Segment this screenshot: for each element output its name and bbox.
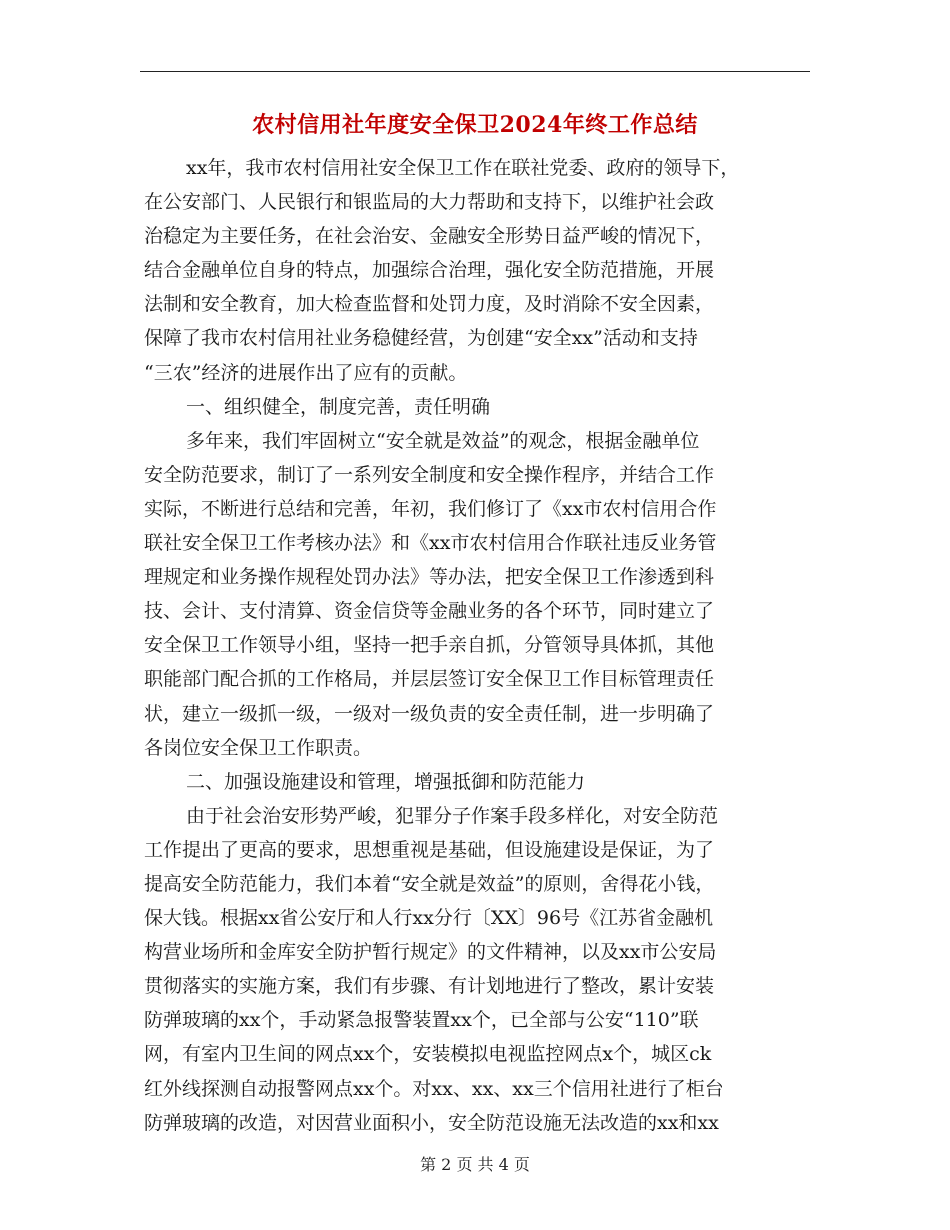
text-line: 红外线探测自动报警网点xx个。对xx、xx、xx三个信用社进行了柜台 <box>144 1077 724 1100</box>
text-line: 法制和安全教育，加大检查监督和处罚力度，及时消除不安全因素， <box>144 293 715 316</box>
text-line: 各岗位安全保卫工作职责。 <box>144 736 373 759</box>
text-line: “三农”经济的进展作出了应有的贡献。 <box>144 361 468 384</box>
text-line: 安全保卫工作领导小组，坚持一把手亲自抓，分管领导具体抓，其他 <box>144 634 715 657</box>
text-line: 安全防范要求，制订了一系列安全制度和安全操作程序，并结合工作 <box>144 463 715 486</box>
page-footer: 第 2 页 共 4 页 <box>420 1155 530 1174</box>
text-line: 保大钱。根据xx省公安厅和人行xx分行〔XX〕96号《江苏省金融机 <box>144 907 714 930</box>
text-line: 构营业场所和金库安全防护暂行规定》的文件精神，以及xx市公安局 <box>144 941 717 964</box>
header-rule <box>140 71 810 72</box>
text-line: xx年，我市农村信用社安全保卫工作在联社党委、政府的领导下， <box>186 157 740 179</box>
text-line: 贯彻落实的实施方案，我们有步骤、有计划地进行了整改，累计安装 <box>144 975 715 998</box>
text-line: 实际，不断进行总结和完善，年初，我们修订了《xx市农村信用合作 <box>144 497 717 520</box>
text-line: 提高安全防范能力，我们本着“安全就是效益”的原则，舍得花小钱， <box>144 872 715 895</box>
text-line: 网，有室内卫生间的网点xx个，安装模拟电视监控网点x个，城区ck <box>144 1043 712 1066</box>
document-title: 农村信用社年度安全保卫2024年终工作总结 <box>252 112 698 138</box>
text-line: 保障了我市农村信用社业务稳健经营，为创建“安全xx”活动和支持 <box>144 327 698 350</box>
text-line: 技、会计、支付清算、资金信贷等金融业务的各个环节，同时建立了 <box>144 600 715 623</box>
text-line: 工作提出了更高的要求，思想重视是基础，但设施建设是保证，为了 <box>144 838 715 861</box>
text-line: 多年来，我们牢固树立“安全就是效益”的观念，根据金融单位 <box>186 429 700 452</box>
text-line: 防弹玻璃的xx个，手动紧急报警装置xx个，已全部与公安“110”联 <box>144 1009 699 1032</box>
text-line: 职能部门配合抓的工作格局，并层层签订安全保卫工作目标管理责任 <box>144 668 715 691</box>
text-line: 联社安全保卫工作考核办法》和《xx市农村信用合作联社违反业务管 <box>144 532 717 555</box>
text-line: 防弹玻璃的改造，对因营业面积小，安全防范设施无法改造的xx和xx <box>144 1111 719 1134</box>
text-line: 一、组织健全，制度完善，责任明确 <box>186 395 491 418</box>
text-line: 二、加强设施建设和管理，增强抵御和防范能力 <box>186 770 586 793</box>
text-line: 治稳定为主要任务，在社会治安、金融安全形势日益严峻的情况下， <box>144 225 715 248</box>
document-body <box>144 151 810 1140</box>
text-line: 由于社会治安形势严峻，犯罪分子作案手段多样化，对安全防范 <box>186 804 719 827</box>
text-line: 理规定和业务操作规程处罚办法》等办法，把安全保卫工作渗透到科 <box>144 566 715 589</box>
text-line: 状，建立一级抓一级，一级对一级负责的安全责任制，进一步明确了 <box>144 702 715 725</box>
text-line: 在公安部门、人民银行和银监局的大力帮助和支持下，以维护社会政 <box>144 191 715 214</box>
text-line: 结合金融单位自身的特点，加强综合治理，强化安全防范措施，开展 <box>144 259 715 282</box>
